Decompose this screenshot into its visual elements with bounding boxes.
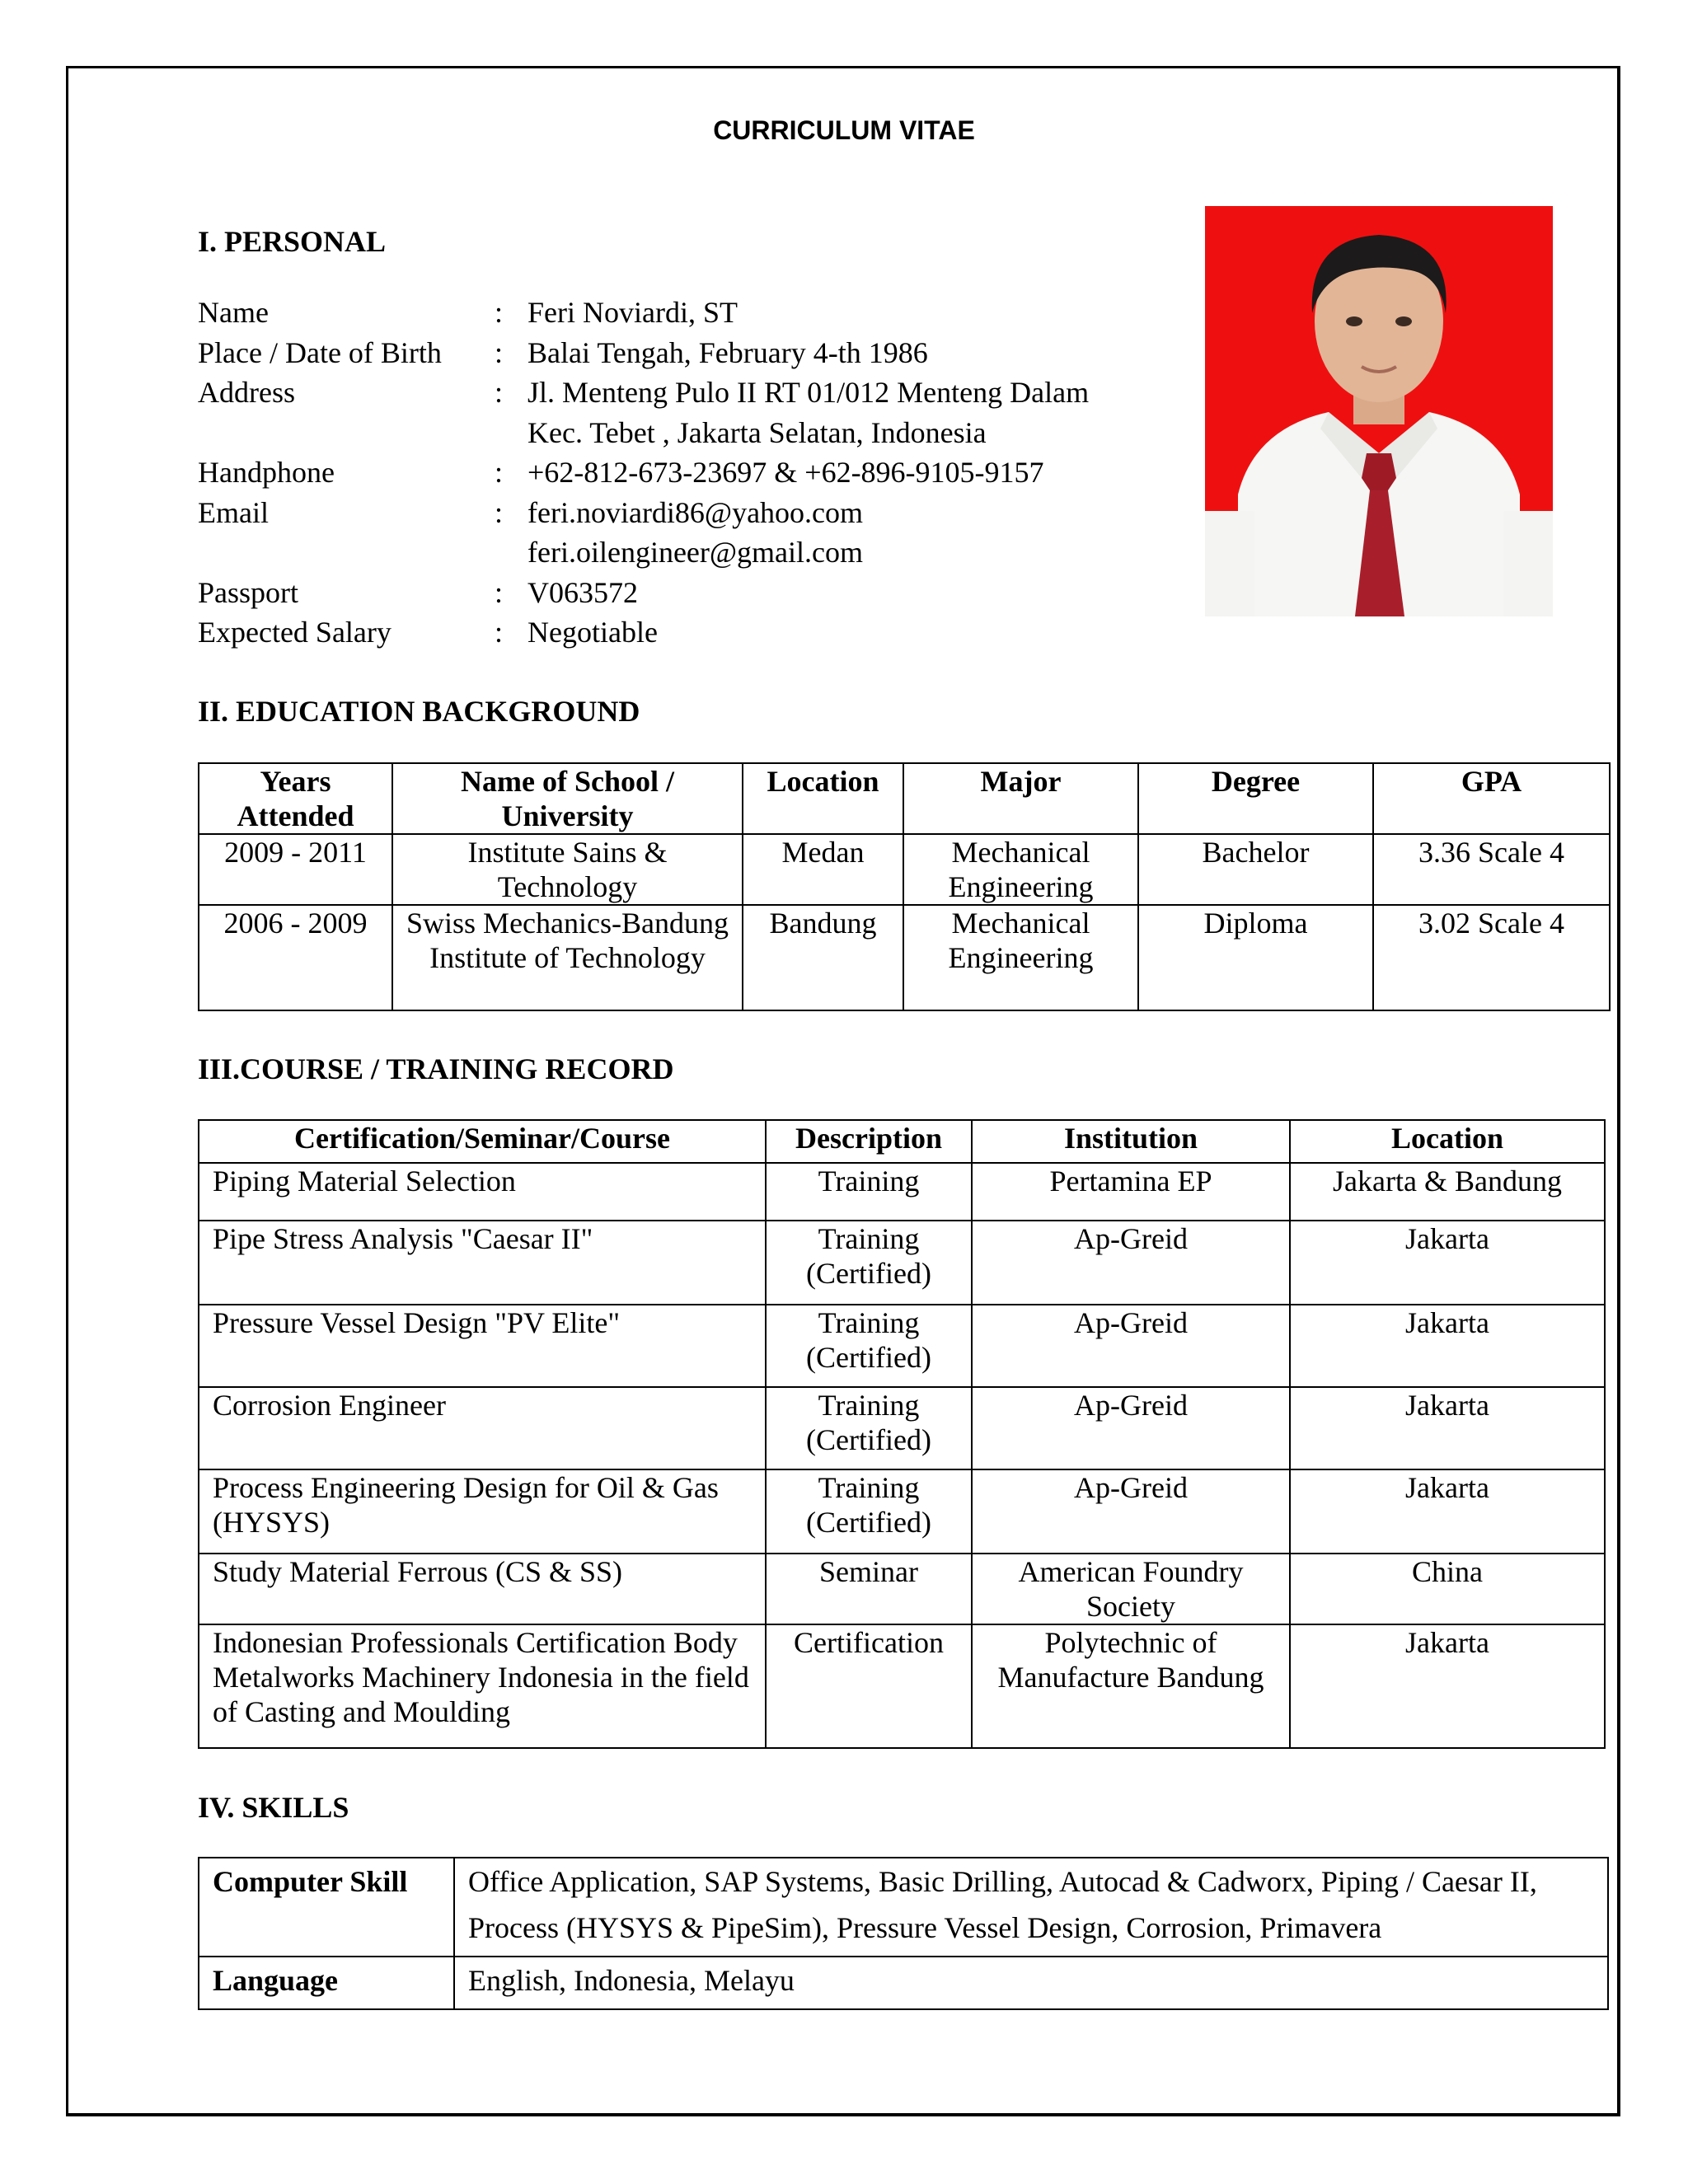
field-label: Address: [198, 376, 295, 409]
table-cell: Diploma: [1138, 905, 1373, 1010]
email-link[interactable]: feri.oilengineer@gmail.com: [528, 536, 864, 569]
table-cell: Indonesian Professionals Certification Body Metalworks Machinery Indonesia in the field of Casting and Moulding: [199, 1624, 766, 1748]
personal-row-name: [198, 293, 1269, 333]
table-cell: Swiss Mechanics-Bandung Institute of Technology: [392, 905, 743, 1010]
table-cell: Training (Certified): [766, 1305, 972, 1387]
table-row: [199, 1957, 1608, 2009]
table-row: [199, 834, 1610, 905]
course-table: [198, 1119, 1606, 1749]
education-table: [198, 762, 1611, 1011]
field-label: Place / Date of Birth: [198, 335, 442, 369]
table-row: [199, 1858, 1608, 1957]
table-header-row: [199, 763, 1610, 834]
table-cell: 2006 - 2009: [199, 905, 392, 1010]
table-cell: Piping Material Selection: [199, 1163, 766, 1221]
table-cell: Ap-Greid: [972, 1387, 1290, 1469]
field-separator: :: [495, 456, 504, 489]
table-cell: Institute Sains & Technology: [392, 834, 743, 905]
table-cell: Bandung: [743, 905, 903, 1010]
table-cell: 3.02 Scale 4: [1373, 905, 1610, 1010]
table-cell: Certification: [766, 1624, 972, 1748]
profile-photo: [1205, 206, 1553, 616]
field-separator: :: [495, 575, 504, 609]
table-cell: China: [1290, 1554, 1605, 1624]
field-value: Negotiable: [528, 616, 658, 649]
field-separator: :: [495, 616, 504, 649]
table-cell: Mechanical Engineering: [903, 905, 1138, 1010]
table-cell: American Foundry Society: [972, 1554, 1290, 1624]
table-row: [199, 1554, 1605, 1624]
column-header: GPA: [1373, 763, 1610, 834]
personal-row-passport: [198, 573, 1269, 613]
skill-value: Office Application, SAP Systems, Basic Drilling, Autocad & Cadworx, Piping / Caesar II, Process (HYSYS & PipeSim), Pressure Vessel Design, Corrosion, Primavera: [454, 1858, 1608, 1957]
table-row: [199, 1163, 1605, 1221]
column-header: Name of School / University: [392, 763, 743, 834]
table-cell: Training (Certified): [766, 1221, 972, 1305]
email-link[interactable]: feri.noviardi86@yahoo.com: [528, 495, 864, 529]
table-cell: Training (Certified): [766, 1387, 972, 1469]
column-header: Institution: [972, 1120, 1290, 1163]
table-cell: Jakarta: [1290, 1387, 1605, 1469]
field-value: Feri Noviardi, ST: [528, 296, 738, 329]
table-cell: Pertamina EP: [972, 1163, 1290, 1221]
column-header: Major: [903, 763, 1138, 834]
skill-value: English, Indonesia, Melayu: [454, 1957, 1608, 2009]
table-row: [199, 1624, 1605, 1748]
address-line: Kec. Tebet , Jakarta Selatan, Indonesia: [528, 415, 987, 449]
table-cell: Pressure Vessel Design "PV Elite": [199, 1305, 766, 1387]
column-header: Location: [743, 763, 903, 834]
table-cell: Jakarta: [1290, 1624, 1605, 1748]
field-separator: :: [495, 495, 504, 529]
personal-row-salary: [198, 612, 1269, 653]
field-label: Name: [198, 296, 269, 329]
table-row: [199, 1221, 1605, 1305]
personal-row-email: [198, 493, 1269, 573]
personal-row-address: [198, 373, 1269, 452]
field-separator: :: [495, 376, 504, 409]
table-cell: Jakarta: [1290, 1221, 1605, 1305]
column-header: Location: [1290, 1120, 1605, 1163]
field-separator: :: [495, 335, 504, 369]
table-cell: Training: [766, 1163, 972, 1221]
table-cell: Bachelor: [1138, 834, 1373, 905]
column-header: Description: [766, 1120, 972, 1163]
address-line: Jl. Menteng Pulo II RT 01/012 Menteng Dalam: [528, 376, 1090, 409]
section-heading-education: II. EDUCATION BACKGROUND: [198, 695, 640, 728]
table-cell: Ap-Greid: [972, 1305, 1290, 1387]
table-cell: Seminar: [766, 1554, 972, 1624]
field-value: Balai Tengah, February 4-th 1986: [528, 335, 928, 369]
field-value: +62-812-673-23697 & +62-896-9105-9157: [528, 456, 1044, 489]
column-header: Degree: [1138, 763, 1373, 834]
table-header-row: [199, 1120, 1605, 1163]
skill-label: Computer Skill: [199, 1858, 454, 1957]
table-cell: Training (Certified): [766, 1469, 972, 1554]
table-row: [199, 905, 1610, 1010]
table-row: [199, 1469, 1605, 1554]
section-heading-personal: I. PERSONAL: [198, 225, 387, 258]
table-cell: Process Engineering Design for Oil & Gas (HYSYS): [199, 1469, 766, 1554]
column-header: Certification/Seminar/Course: [199, 1120, 766, 1163]
table-cell: Medan: [743, 834, 903, 905]
table-cell: Study Material Ferrous (CS & SS): [199, 1554, 766, 1624]
table-cell: Jakarta: [1290, 1469, 1605, 1554]
field-value: V063572: [528, 575, 638, 609]
field-value: [528, 373, 1269, 452]
field-label: Expected Salary: [198, 616, 392, 649]
field-label: Handphone: [198, 456, 335, 489]
column-header: Years Attended: [199, 763, 392, 834]
table-cell: Pipe Stress Analysis "Caesar II": [199, 1221, 766, 1305]
section-heading-skills: IV. SKILLS: [198, 1791, 349, 1824]
table-cell: Jakarta & Bandung: [1290, 1163, 1605, 1221]
table-row: [199, 1305, 1605, 1387]
field-label: Passport: [198, 575, 299, 609]
skills-table: [198, 1857, 1609, 2010]
table-cell: 2009 - 2011: [199, 834, 392, 905]
table-cell: Jakarta: [1290, 1305, 1605, 1387]
section-heading-courses: III.COURSE / TRAINING RECORD: [198, 1052, 674, 1085]
field-separator: :: [495, 296, 504, 329]
skill-label: Language: [199, 1957, 454, 2009]
table-row: [199, 1387, 1605, 1469]
field-value: [528, 493, 1269, 573]
table-cell: Ap-Greid: [972, 1221, 1290, 1305]
portrait-illustration: [1205, 206, 1553, 616]
personal-row-handphone: [198, 452, 1269, 493]
personal-details: [198, 293, 1269, 653]
table-cell: Corrosion Engineer: [199, 1387, 766, 1469]
table-cell: Ap-Greid: [972, 1469, 1290, 1554]
table-cell: Mechanical Engineering: [903, 834, 1138, 905]
document-title: CURRICULUM VITAE: [713, 115, 975, 145]
table-cell: Polytechnic of Manufacture Bandung: [972, 1624, 1290, 1748]
field-label: Email: [198, 495, 269, 529]
table-cell: 3.36 Scale 4: [1373, 834, 1610, 905]
personal-row-birth: [198, 333, 1269, 373]
